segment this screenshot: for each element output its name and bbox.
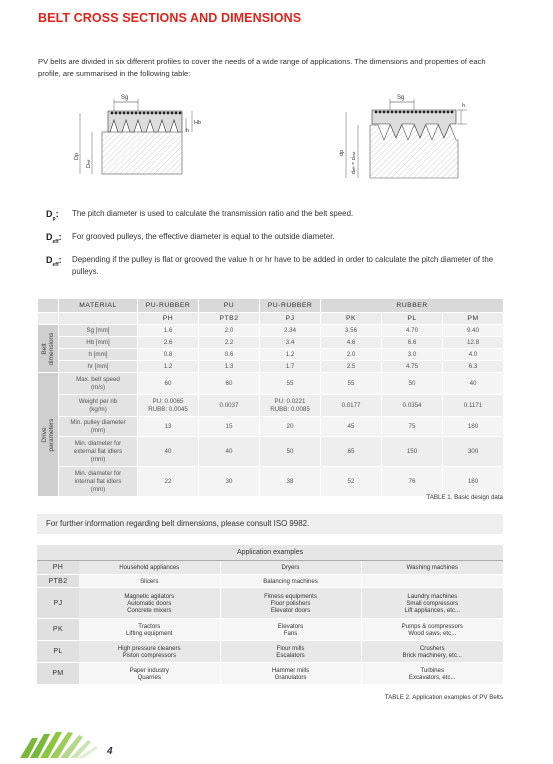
profile-pl: PL xyxy=(382,313,443,325)
table2-caption: TABLE 2. Application examples of PV Belts xyxy=(384,694,503,701)
group-drive-parameters: Drive parameters xyxy=(38,373,59,497)
sg-label-right: Sg xyxy=(397,95,405,101)
profile-ph: PH xyxy=(138,313,199,325)
table-row: Min. pulley diameter (mm) 13 15 20 45 75 180 xyxy=(38,417,504,437)
deff-label: Deff xyxy=(86,159,92,168)
table1-caption: TABLE 1. Basic design data xyxy=(426,494,503,501)
profile-ptb2: PTB2 xyxy=(199,313,260,325)
table-row: Min. diameter for external flat idlers (mm) 40 40 50 65 150 300 xyxy=(38,437,504,467)
intro-paragraph: PV belts are divided in six different profiles to cover the needs of a wide range of applications. The dimensions and properties of each profile, are summarised in the following table: xyxy=(38,57,486,78)
dp-label: Dp xyxy=(74,152,80,160)
sg-label: Sg xyxy=(121,95,129,101)
dp-label-right: dp xyxy=(339,149,345,156)
material-ptb2: PU xyxy=(199,299,260,313)
page-number: 4 xyxy=(107,746,113,757)
definition-dp xyxy=(40,208,500,222)
application-header-row xyxy=(37,545,503,561)
profile-pj: PJ xyxy=(260,313,321,325)
brand-swoosh-logo xyxy=(18,724,108,760)
symbol-deff: $D_{eff}$: xyxy=(46,232,62,245)
definition-text: The pitch diameter is used to calculate the transmission ratio and the belt speed. xyxy=(72,209,354,218)
symbol-deff: $D_{eff}$: xyxy=(46,255,62,268)
table-row: Min. diameter for internal flat idlers (mm) 22 30 38 52 76 180 xyxy=(38,467,504,497)
profile-pk: PK xyxy=(321,313,382,325)
table-row: PK Tractors Lifting equipment Elevators Fans Pumps & compressors Wood saws, etc... xyxy=(37,619,503,641)
diagram-grooved-pulley xyxy=(328,88,473,180)
table-row: PH Household appliances Dryers Washing machines xyxy=(37,561,503,575)
table-row: PM Paper industry Quarries Hammer mills Granulators Turbines Excavators, etc... xyxy=(37,663,503,685)
h-label-right: h xyxy=(462,103,466,109)
definition-text: Depending if the pulley is flat or grooved the value h or hr have to be added in order to calculate the pitch diameter of the pulleys. xyxy=(72,255,494,276)
deff-label-right: deff = dout xyxy=(351,151,357,174)
profile-header-row xyxy=(38,313,504,325)
definition-text: For grooved pulleys, the effective diameter is equal to the outside diameter. xyxy=(72,232,335,241)
diagram-flat-pulley xyxy=(70,88,200,176)
table-row: h [mm] 0.8 0.6 1.2 2.0 3.0 4.0 xyxy=(38,349,504,361)
application-examples-table xyxy=(37,545,503,685)
belt-ribs xyxy=(108,111,182,132)
pulley-body xyxy=(102,132,182,174)
table-row: Belt dimensions Sg [mm] 1.6 2.0 2.34 3.56 4.70 9.40 xyxy=(38,325,504,337)
material-rubber: RUBBER xyxy=(321,299,504,313)
iso-note-box xyxy=(37,514,503,534)
material-label: MATERIAL xyxy=(59,299,138,313)
table-row: Drive parameters Max. belt speed (m/s) 60 60 55 55 50 40 xyxy=(38,373,504,395)
material-header-row xyxy=(38,299,504,313)
iso-note: For further information regarding belt dimensions, please consult ISO 9982. xyxy=(46,519,310,528)
h-label: h xyxy=(186,128,190,134)
table-row: Hb [mm] 2.6 2.2 3.4 4.6 6.6 12.8 xyxy=(38,337,504,349)
table-row: Weight per rib (kg/m) PU: 0.0065 RUBB: 0.0045 0.0037 PU: 0.0221 RUBB: 0.0085 0.0177 0.0354 0.1171 xyxy=(38,395,504,417)
definition-deff-grooved xyxy=(40,231,500,245)
definition-deff-flat xyxy=(40,254,500,280)
table-row: hr [mm] 1.2 1.3 1.7 2.5 4.75 6.3 xyxy=(38,361,504,373)
material-pj: PU-RUBBER xyxy=(260,299,321,313)
table-row: PL High pressure cleaners Piston compressors Flour mills Escalators Crushers Brick machinery, etc... xyxy=(37,641,503,663)
profile-pm: PM xyxy=(443,313,504,325)
hb-label: Hb xyxy=(194,120,202,126)
table-row: PTB2 Slicers Balancing machines xyxy=(37,575,503,588)
basic-design-data-table xyxy=(37,298,504,497)
page-title: BELT CROSS SECTIONS AND DIMENSIONS xyxy=(38,11,302,25)
material-ph: PU-RUBBER xyxy=(138,299,199,313)
symbol-dp: $D_p$: xyxy=(46,209,59,222)
table-row: PJ Magnetic agitators Automatic doors Concrete mixers Fitness equipments Floor polishers Elevator doors Laundry machines Small compressors Lift appliances, etc... xyxy=(37,588,503,619)
group-belt-dimensions: Belt dimensions xyxy=(38,325,59,373)
application-header: Application examples xyxy=(37,545,503,561)
